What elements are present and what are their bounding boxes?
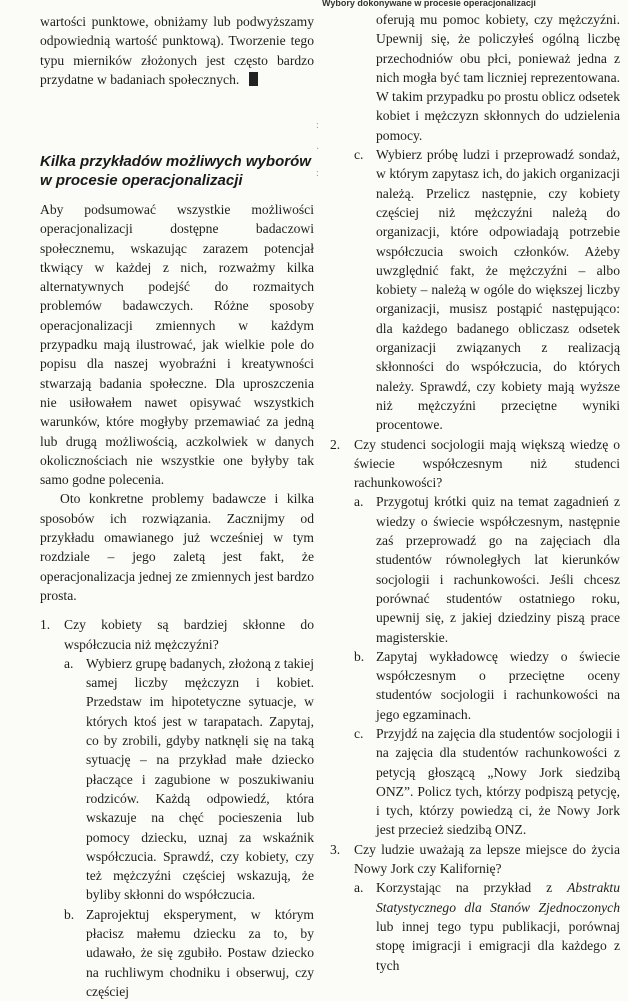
publication-title: Abstraktu Statystycznego dla Stanów Zjednoczonych — [376, 880, 620, 915]
item-number: 2. — [330, 436, 341, 452]
sub-item-q1b — [64, 905, 314, 1001]
list-item-q3 — [330, 840, 620, 975]
intro-text: wartości punktowe, obniżamy lub podwyższamy odpowiednią wartość punktową). Tworzenie tego typu mierników złożonych jest często bardzo przydatne w badaniach społecznych. — [40, 14, 314, 87]
end-of-section-mark — [249, 72, 258, 86]
sub-item-text: Zapytaj wykładowcę wiedzy o świecie współczesnym o przeciętne oceny studentów socjologii i rachunkowości na jego egzaminach. — [376, 648, 620, 722]
paragraph-2: Oto konkretne problemy badawcze i kilka sposobów ich rozwiązania. Zacznijmy od przykładu omawianego już wcześniej w tym rozdziale – jego zaletą jest fakt, że operacjonalizacja jednej ze zmiennych jest bardzo prosta. — [40, 491, 314, 603]
sub-item-letter: c. — [354, 147, 364, 163]
section-heading: Kilka przykładów możliwych wyborów w procesie operacjonalizacji — [40, 153, 311, 189]
question-list — [40, 615, 314, 1001]
sub-item-text: Przygotuj krótki quiz na temat zagadnień z wiedzy o świecie współczesnym, następnie zaś przeprowadź go na zajęciach dla studentów równoległych lat kierunków socjologii i rachunkowości. Jeśli chcesz porównać studentów ostatniego roku, upewnij się, z jakiej dziedziny piszą prace magisterskie. — [376, 494, 620, 645]
list-item-q1-continued — [330, 10, 620, 435]
sub-item-text: Zaprojektuj eksperyment, w którym płacisz małemu dziecku za to, by udawało, że się zgubiło. Postaw dziecko na ruchliwym chodniku i obserwuj, czy częściej — [86, 906, 314, 999]
margin-marks: : · : — [316, 120, 320, 179]
sub-item-text: Wybierz grupę badanych, złożoną z takiej samej liczby mężczyzn i kobiet. Przedstaw im hipotetyczne sytuacje, w których ktoś jest w tarapatach. Zapytaj, co by zrobili, gdyby natknęli się na taką sytuację – na przykład małe dziecko płaczące i zagubione w poszukiwaniu rodziców. Każdą odpowiedź, która wskazuje na chęć pocieszenia lub pomocy dziecku, uznaj za wskaźnik współczucia. Sprawdź, czy kobiety, czy też mężczyźni częściej wskazują, że byliby skłonni do współczucia. — [86, 655, 314, 903]
sub-item-text-post: lub innej tego typu publikacji, porównaj stopę imigracji i emigracji dla każdego z tych — [376, 918, 620, 973]
question-text: Czy kobiety są bardziej skłonne do współczucia niż mężczyźni? — [64, 617, 314, 652]
question-text: Czy studenci socjologii mają większą wiedzę o świecie współczesnym niż studenci rachunkowości? — [354, 436, 620, 491]
sub-item-letter: c. — [354, 725, 364, 741]
sub-item-q2c — [354, 724, 620, 840]
sub-item-q1b-continued — [354, 10, 620, 145]
sub-item-text — [376, 878, 620, 974]
sub-item-q2b — [354, 647, 620, 724]
sub-item-letter: b. — [64, 906, 75, 922]
intro-paragraph — [40, 12, 314, 89]
item-number: 1. — [40, 617, 51, 633]
sub-item-text: Przyjdź na zajęcia dla studentów socjologii i na zajęcia dla studentów rachunkowości z petycją głoszącą „Nowy Jork siedzibą ONZ”. Policz tych, którzy podpiszą petycję, i tych, którzy powiedzą ci, że Nowy Jork jest przecież siedzibą ONZ. — [376, 725, 620, 838]
sub-item-text: oferują mu pomoc kobiety, czy mężczyźni. Upewnij się, że policzyłeś ogólną liczbę przechodniów obu płci, ponieważ jedna z nich mogła być tam liczniej reprezentowana. W takim przypadku po prostu oblicz odsetek kobiet i mężczyzn skłonnych do udzielenia pomocy. — [376, 12, 620, 143]
sub-item-letter: a. — [354, 880, 364, 896]
sub-item-q1c — [354, 145, 620, 434]
running-header — [322, 0, 628, 8]
sub-item-text: Wybierz próbę ludzi i przeprowadź sondaż, w którym zapytasz ich, do jakich organizacji należą. Przelicz następnie, czy kobiety częściej niż mężczyźni należą do organizacji, które odpowiadają potrzebie współczucia swoich członków. Ażeby uwzględnić fakt, że mężczyźni – albo kobiety – należą w ogóle do większej liczby organizacji, musisz postąpić następująco: dla każdego badanego obliczasz odsetek organizacji związanych z realizacją skłonności do współczucia, do których należy. Sprawdź, czy kobiety mają wyższe niż mężczyźni przeciętne wyniki procentowe. — [376, 147, 620, 433]
list-item-q2 — [330, 435, 620, 840]
left-column-body — [40, 200, 314, 1001]
question-text: Czy ludzie uważają za lepsze miejsce do życia Nowy Jork czy Kalifornię? — [354, 841, 620, 877]
running-title: Wybory dokonywane w procesie operacjonalizacji — [322, 0, 536, 8]
paragraph-1: Aby podsumować wszystkie możliwości operacjonalizacji dostępne badaczowi społecznemu, wskazując zarazem potencjał tkwiący w każdej z nich, rozważmy kilka alternatywnych podejść do rozmaitych problemów badawczych. Różne sposoby operacjonalizacji zmiennych w każdym przypadku mają ilustrować, jak wielkie pole do popisu dla naszej wyobraźni i kreatywności stwarzają badania społeczne. Dla uproszczenia nie usiłowałem nawet opisywać wszystkich warunków, które mogłyby przemawiać za jedną lub drugą możliwością, aczkolwiek w danych okolicznościach nie wszystkie one byłyby tak samo godne polecenia. — [40, 202, 314, 488]
sub-item-letter: a. — [354, 494, 364, 510]
sub-item-letter: b. — [354, 648, 365, 664]
sub-item-q2a — [354, 492, 620, 646]
sub-item-q1a — [64, 654, 314, 905]
sub-item-text-pre: Korzystając na przykład z — [376, 880, 568, 896]
sub-item-q3a — [354, 878, 620, 974]
right-column-body — [330, 10, 620, 975]
list-item-q1 — [40, 615, 314, 1001]
item-number: 3. — [330, 841, 341, 857]
sub-item-letter: a. — [64, 655, 74, 671]
